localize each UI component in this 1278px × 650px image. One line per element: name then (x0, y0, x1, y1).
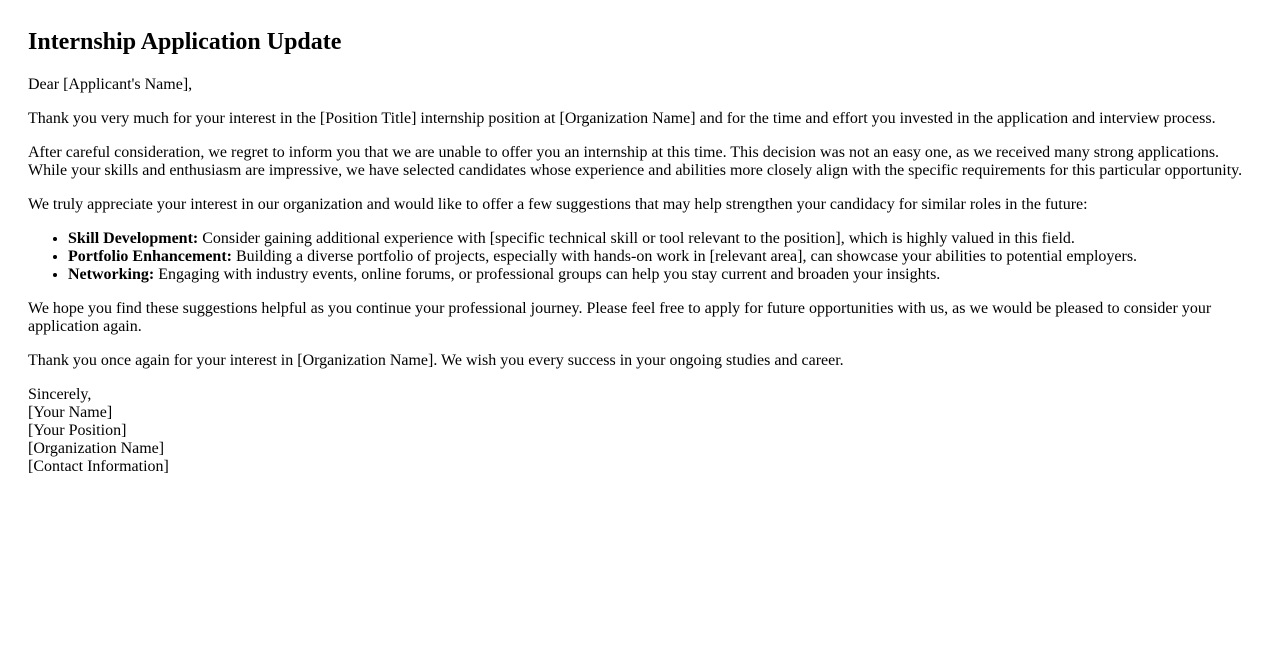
paragraph-encouragement: We hope you find these suggestions helpful as you continue your professional journey. Please feel free to apply for future opportunities with us, as we would be pleased to consider your application again. (28, 300, 1212, 335)
paragraph-thanks: Thank you very much for your interest in the [Position Title] internship position at [Organization Name] and for the time and effort you invested in the application and interview process. (28, 110, 1216, 127)
suggestions-list (28, 230, 1250, 284)
suggestion-skill-development (68, 230, 1250, 248)
signer-contact: [Contact Information] (28, 458, 169, 475)
page-title: Internship Application Update (28, 29, 342, 55)
paragraph-closing-thanks: Thank you once again for your interest in [Organization Name]. We wish you every success in your ongoing studies and career. (28, 352, 844, 369)
suggestion-term: Skill Development: (68, 230, 199, 247)
suggestion-text: Engaging with industry events, online forums, or professional groups can help you stay current and broaden your insights. (154, 266, 941, 283)
suggestion-term: Portfolio Enhancement: (68, 248, 232, 265)
suggestion-networking (68, 266, 1250, 284)
signer-position: [Your Position] (28, 422, 127, 439)
suggestion-text: Building a diverse portfolio of projects, especially with hands-on work in [relevant area], can showcase your abilities to potential employers. (231, 248, 1138, 265)
signature-block (28, 386, 1250, 476)
paragraph-suggestions-intro: We truly appreciate your interest in our organization and would like to offer a few suggestions that may help strengthen your candidacy for similar roles in the future: (28, 196, 1088, 213)
suggestion-portfolio-enhancement (68, 248, 1250, 266)
closing: Sincerely, (28, 386, 92, 403)
signer-name: [Your Name] (28, 404, 113, 421)
signer-organization: [Organization Name] (28, 440, 165, 457)
suggestion-term: Networking: (68, 266, 155, 283)
suggestion-text: Consider gaining additional experience with [specific technical skill or tool relevant to the position], which is highly valued in this field. (198, 230, 1075, 247)
paragraph-decision: After careful consideration, we regret to inform you that we are unable to offer you an internship at this time. This decision was not an easy one, as we received many strong applications. While your skills and enthusiasm are impressive, we have selected candidates whose experience and abilities more closely align with the specific requirements for this particular opportunity. (28, 144, 1243, 179)
greeting: Dear [Applicant's Name], (28, 76, 193, 93)
